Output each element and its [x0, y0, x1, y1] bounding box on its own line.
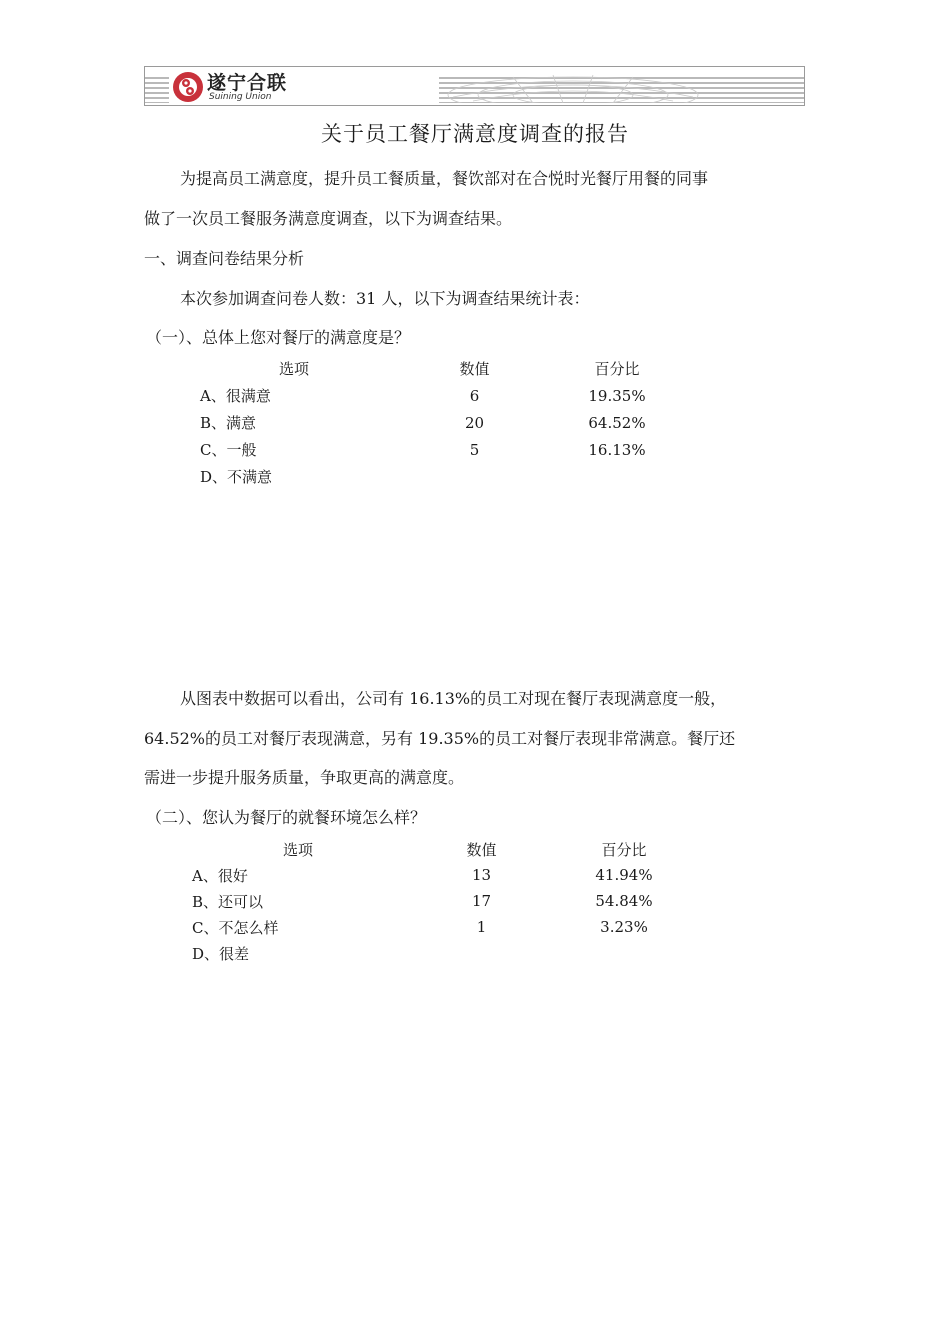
- header-option: 选项: [278, 360, 309, 378]
- question-1-table: [200, 355, 677, 490]
- percent-cell: [559, 940, 689, 966]
- count-cell: [392, 463, 557, 490]
- table-row: [200, 382, 677, 409]
- option-cell: A、很满意: [200, 387, 271, 405]
- header-count: 数值: [459, 360, 490, 378]
- report-title: 关于员工餐厅满意度调查的报告: [321, 122, 629, 146]
- table-header-row: [192, 836, 689, 862]
- option-cell: B、满意: [200, 414, 257, 432]
- option-cell: C、不怎么样: [192, 918, 279, 937]
- analysis-line-2: 64.52%的员工对餐厅表现满意，另有 19.35%的员工对餐厅表现非常满意。餐厅还: [144, 729, 736, 748]
- count-cell: 6: [469, 386, 480, 405]
- count-cell: 17: [471, 892, 492, 910]
- intro-line-2: 做了一次员工餐服务满意度调查，以下为调查结果。: [144, 209, 513, 228]
- logo-mark-icon: [171, 69, 205, 105]
- section-heading-1: 一、调查问卷结果分析: [144, 249, 305, 268]
- table-row: [192, 914, 689, 940]
- brand-english-name: Suining Union: [209, 92, 272, 102]
- percent-cell: 64.52%: [588, 413, 646, 432]
- analysis-line-3: 需进一步提升服务质量，争取更高的满意度。: [144, 768, 465, 787]
- count-cell: 13: [471, 866, 492, 884]
- count-cell: 5: [469, 440, 480, 459]
- question-1-title: （一）、总体上您对餐厅的满意度是？: [146, 328, 411, 347]
- option-cell: B、还可以: [192, 892, 264, 911]
- question-2-title: （二）、您认为餐厅的就餐环境怎么样？: [146, 808, 427, 827]
- percent-cell: 41.94%: [595, 866, 653, 884]
- letterhead: [144, 66, 805, 106]
- table-row: [200, 463, 677, 490]
- intro-line-1: 为提高员工满意度，提升员工餐质量，餐饮部对在合悦时光餐厅用餐的同事: [180, 169, 709, 188]
- option-cell: D、很差: [192, 944, 250, 963]
- option-cell: C、一般: [200, 441, 257, 459]
- analysis-line-1: 从图表中数据可以看出，公司有 16.13%的员工对现在餐厅表现满意度一般，: [180, 689, 727, 708]
- option-cell: D、不满意: [200, 468, 273, 486]
- table-row: [192, 888, 689, 914]
- count-cell: 1: [476, 918, 487, 936]
- option-cell: A、很好: [192, 866, 248, 885]
- percent-cell: 54.84%: [595, 892, 653, 910]
- header-percent: 百分比: [601, 840, 647, 859]
- percent-cell: 16.13%: [588, 440, 646, 459]
- percent-cell: [557, 463, 677, 490]
- header-count: 数值: [466, 840, 497, 859]
- company-logo: [169, 67, 439, 106]
- header-percent: 百分比: [594, 360, 640, 378]
- question-2-table: [192, 836, 689, 966]
- table-row: [192, 862, 689, 888]
- percent-cell: 3.23%: [600, 918, 648, 936]
- percent-cell: 19.35%: [588, 386, 646, 405]
- count-cell: [404, 940, 559, 966]
- brand-chinese-name: 遂宁合联: [207, 72, 288, 94]
- table-header-row: [200, 355, 677, 382]
- table-row: [192, 940, 689, 966]
- table-row: [200, 409, 677, 436]
- globe-watermark-icon: [443, 73, 703, 103]
- participants-text: 本次参加调查问卷人数：31 人，以下为调查结果统计表：: [180, 289, 590, 308]
- table-row: [200, 436, 677, 463]
- count-cell: 20: [464, 413, 485, 432]
- header-option: 选项: [282, 840, 313, 859]
